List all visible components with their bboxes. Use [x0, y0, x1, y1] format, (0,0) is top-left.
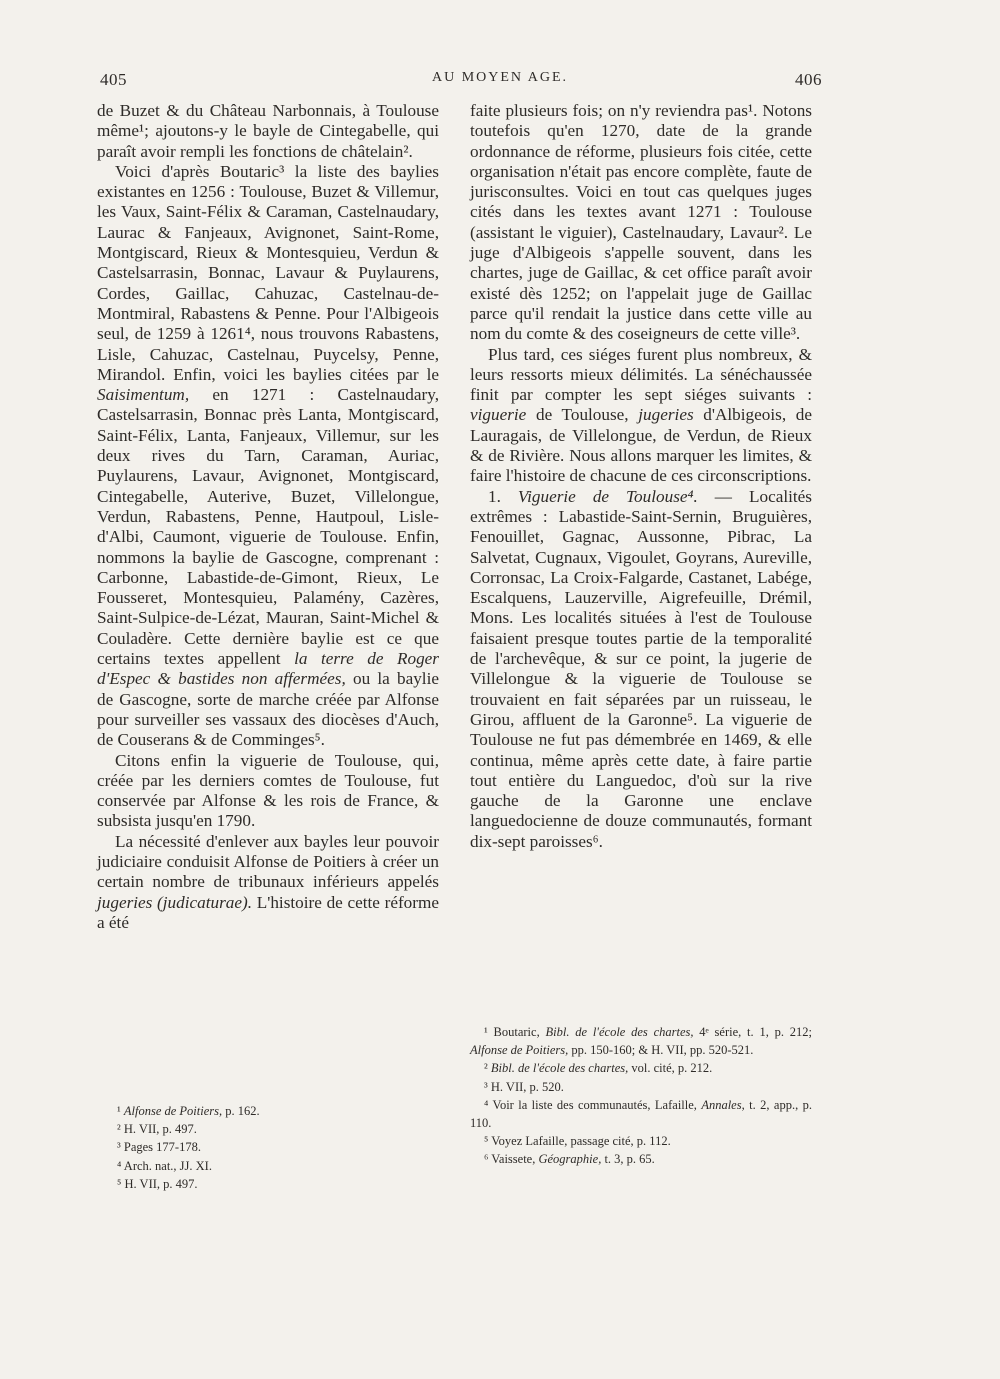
text-run: Vaissete, [488, 1152, 539, 1167]
italic-run: Géographie, [538, 1152, 602, 1167]
text-run: p. 162. [222, 1104, 260, 1118]
right-footnotes [470, 1023, 812, 1169]
footnote-mark: ⁴ [117, 1158, 122, 1173]
text-run: 4ᵉ série, t. 1, p. 212; [693, 1025, 812, 1039]
footnote [97, 1102, 439, 1120]
text-run: Voici d'après Boutaric³ la liste des baylies existantes en 1256 : Toulouse, Buzet & Villemur, les Vaux, Saint-Félix & Caraman, Castelnaudary, Laurac & Fanjeaux, Avignonet, Saint-Rome, Montgiscard, Rieux & Montesquieu, Verdun & Castelsarrasin, Bonnac, Lavaur & Puylaurens, Cordes, Gaillac, Cahuzac, Castelnau-de-Montmiral, Rabastens & Penne. Pour l'Albigeois seul, de 1259 à 1261⁴, nous trouvons Rabastens, Lisle, Cahuzac, Castelnau, Puycelsy, Penne, Mirandol. Enfin, voici les baylies citées par le [97, 161, 439, 384]
italic-run: Alfonse de Poitiers, [123, 1104, 223, 1118]
text-run: pp. 150-160; & H. VII, pp. 520-521. [568, 1043, 754, 1058]
text-run: H. VII, p. 497. [120, 1122, 197, 1137]
italic-run: Saisimentum, [97, 385, 190, 405]
left-paragraph-1: de Buzet & du Château Narbonnais, à Toulouse même¹; ajoutons-y le bayle de Cintegabelle, qui paraît avoir rempli les fonctions de châtelain². [97, 101, 439, 161]
footnote-mark: ⁵ [117, 1176, 122, 1191]
footnote [97, 1175, 439, 1193]
text-run: Arch. nat., JJ. XI. [121, 1158, 212, 1173]
footnote [470, 1023, 812, 1059]
text-run: Pages 177-178. [120, 1140, 201, 1155]
text-run: t. 3, p. 65. [601, 1152, 655, 1167]
page-header [0, 70, 1000, 94]
footnote [470, 1096, 812, 1132]
footnote-mark: ¹ [117, 1104, 121, 1118]
text-run: Plus tard, ces siéges furent plus nombreux, & leurs ressorts mieux délimités. La sénéchaussée finit par compter les sept siéges suivants : [470, 344, 812, 405]
text-run: t. 2, app., p. 110. [470, 1097, 812, 1131]
footnote-mark: ² [484, 1061, 488, 1076]
italic-run: Annales, [701, 1097, 745, 1112]
text-run: en 1271 : Castelnaudary, Castelsarrasin, Bonnac près Lanta, Montgiscard, Saint-Félix, Lanta, Fanjeaux, Villemur, sur les deux rives du Tarn, Caraman, Auriac, Puylaurens, Lavaur, Avignonet, Montgiscard, Cintegabelle, Auterive, Buzet, Villelongue, Verdun, Rabastens, Penne, Hautpoul, Lisle-d'Albi, Caumont, viguerie de Toulouse. Enfin, nommons la baylie de Gascogne, comprenant : Carbonne, Labastide-de-Gimont, Rieux, Le Fousseret, Montesquieu, Palamény, Cazères, Saint-Sulpice-de-Lézat, Mauran, Saint-Michel & Couladère. Cette dernière baylie est ce que certains textes appellent [97, 385, 439, 669]
text-run: H. VII, p. 520. [487, 1079, 564, 1094]
footnote-mark: ³ [117, 1140, 121, 1155]
left-paragraph-4 [97, 832, 439, 933]
text-run: L'histoire de cette réforme a été [97, 892, 439, 932]
footnote [470, 1078, 812, 1096]
footnote-mark: ³ [484, 1079, 488, 1094]
text-run: ou la baylie de Gascogne, sorte de marche créée par Alfonse pour surveiller ses vassaux des diocèses d'Auch, de Couserans & de Comminges⁵. [97, 669, 439, 750]
italic-run: jugeries [638, 405, 694, 425]
right-text-column [470, 101, 812, 852]
section-number: 1. [488, 486, 518, 506]
footnote-mark: ⁶ [484, 1152, 489, 1167]
footnote-mark: ¹ [484, 1025, 488, 1039]
italic-run: viguerie [470, 405, 527, 425]
left-paragraph-2 [97, 162, 439, 751]
italic-run: Alfonse de Poitiers, [470, 1043, 569, 1058]
footnote-mark: ⁵ [484, 1134, 489, 1149]
running-title: AU MOYEN AGE. [431, 70, 569, 85]
footnote-mark: ² [117, 1122, 121, 1137]
italic-run: Bibl. de l'école des chartes, [545, 1025, 694, 1039]
italic-run: Bibl. de l'école des chartes, [490, 1061, 629, 1076]
text-run: d'Albigeois, de Lauragais, de Villelongue, de Verdun, de Rieux & de Rivière. Nous allons marquer les limites, & faire l'histoire de chacune de ces circonscriptions. [470, 405, 812, 486]
footnote [97, 1157, 439, 1175]
section-heading: Viguerie de Toulouse⁴. [517, 486, 698, 506]
footnote [470, 1059, 812, 1077]
italic-run: la terre de Roger d'Espec & bastides non affermées, [97, 649, 439, 689]
right-paragraph-1: faite plusieurs fois; on n'y reviendra pas¹. Notons toutefois qu'en 1270, date de la grande ordonnance de réforme, plusieurs fois citée, cette organisation n'était pas encore complète, faute de jurisconsultes. Voici en tout cas quelques juges cités dans les textes avant 1271 : Toulouse (assistant le viguier), Castelnaudary, Lavaur². Le juge d'Albigeois s'appelle souvent, dans les chartes, juge de Gaillac, & cet office paraît avoir existé dès 1252; on l'appelait juge de Gaillac parce qu'il rendait la justice dans cette ville au nom du comte & des coseigneurs de cette ville³. [470, 101, 812, 344]
italic-run: jugeries (judicaturae). [97, 892, 253, 912]
left-paragraph-3: Citons enfin la viguerie de Toulouse, qui, créée par les derniers comtes de Toulouse, fut conservée par Alfonse & les rois de France, & subsista jusqu'en 1790. [97, 750, 439, 831]
left-footnotes [97, 1102, 439, 1193]
text-run: Boutaric, [487, 1025, 546, 1039]
footnote [97, 1138, 439, 1156]
text-run: Voir la liste des communautés, Lafaille, [488, 1097, 702, 1112]
right-paragraph-2 [470, 345, 812, 487]
text-run: H. VII, p. 497. [121, 1176, 198, 1191]
left-page-number: 405 [100, 70, 127, 89]
right-page-number: 406 [795, 70, 822, 89]
text-run: Voyez Lafaille, passage cité, p. 112. [488, 1134, 671, 1149]
text-run: — Localités extrêmes : Labastide-Saint-Sernin, Bruguières, Fenouillet, Gagnac, Aussonne, Pibrac, La Salvetat, Cugnaux, Vigoulet, Goyrans, Aureville, Corronsac, La Croix-Falgarde, Castanet, Labége, Escalquens, Lauzerville, Aigrefeuille, Drémil, Mons. Les localités situées à l'est de Toulouse faisaient presque toutes partie de la temporalité de l'archevêque, & sur ce point, la jugerie de Villelongue & la viguerie de Toulouse se trouvaient en fait séparées par un ruisseau, le Girou, affluent de la Garonne⁵. La viguerie de Toulouse ne fut pas démembrée en 1469, & elle continua, même après cette date, à faire partie tout entière du Languedoc, d'où sur la rive gauche de la Garonne une enclave languedocienne de douze communautés, formant dix-sept paroisses⁶. [470, 486, 812, 851]
text-run: de Toulouse, [526, 405, 639, 425]
footnote [470, 1150, 812, 1168]
footnote [470, 1132, 812, 1150]
right-paragraph-3 [470, 487, 812, 852]
text-run: vol. cité, p. 212. [628, 1061, 713, 1076]
footnote-mark: ⁴ [484, 1097, 489, 1112]
footnote [97, 1120, 439, 1138]
left-text-column [97, 101, 439, 933]
text-run: La nécessité d'enlever aux bayles leur pouvoir judiciaire conduisit Alfonse de Poitiers à créer un certain nombre de tribunaux inférieurs appelés [97, 831, 439, 892]
